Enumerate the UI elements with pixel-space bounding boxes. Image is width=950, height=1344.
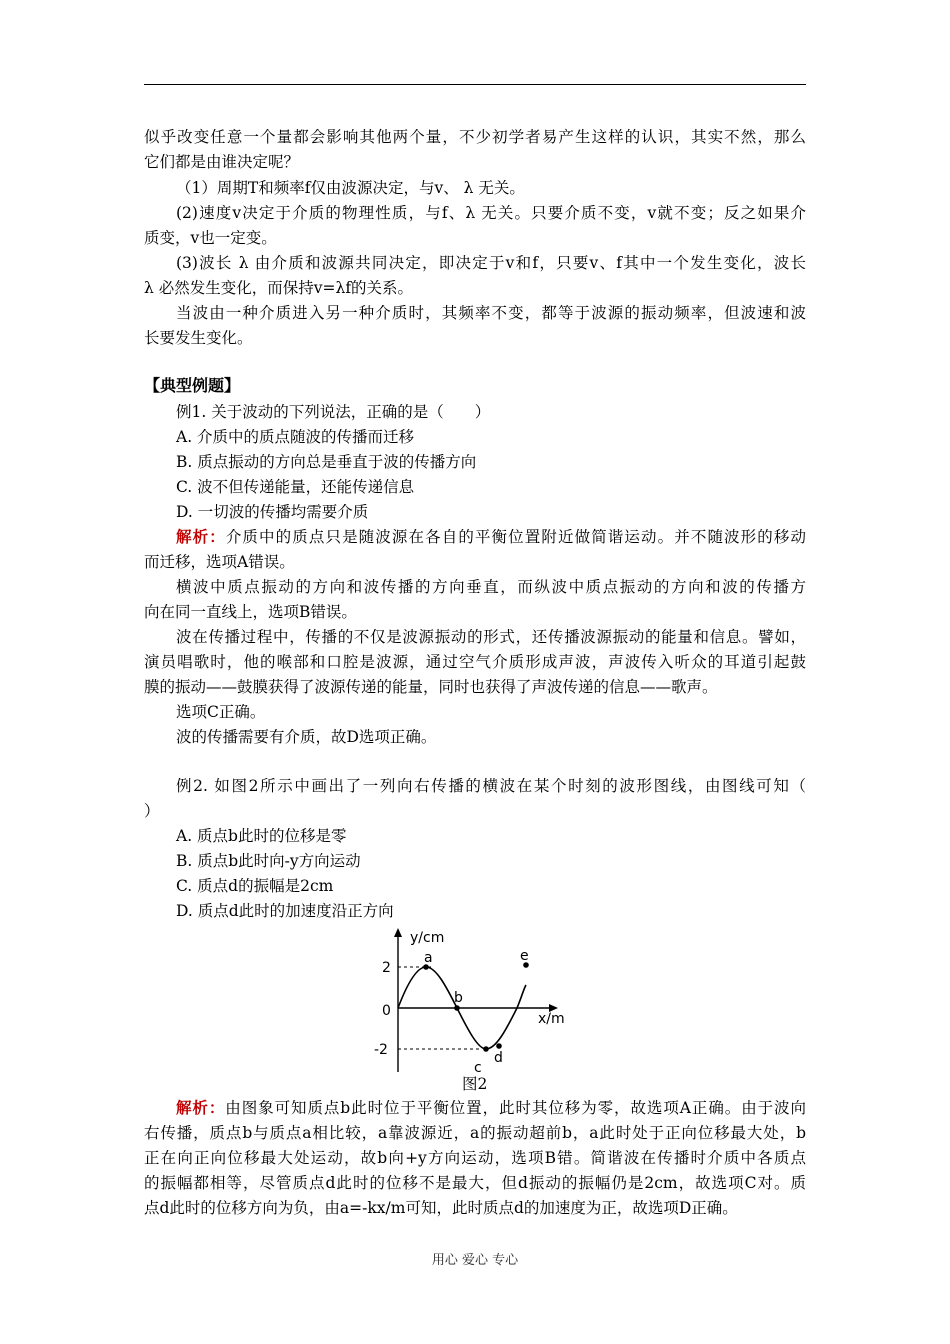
intro-point-2-line-2: 质变，v也一定变。 [144, 229, 277, 247]
example1-analysis3-line-3: 膜的振动——鼓膜获得了波源传递的能量，同时也获得了声波传递的信息——歌声。 [144, 678, 718, 696]
example1-question: 例1. 关于波动的下列说法，正确的是（ ） [176, 403, 491, 421]
point-c-dot [483, 1046, 489, 1052]
example1-analysis-text: 介质中的质点只是随波源在各自的平衡位置附近做简谐运动。并不随波形的移动 [225, 528, 806, 546]
example2-analysis-line-2: 右传播，质点b与质点a相比较，a靠波源近，a的振动超前b，a此时处于正向位移最大处，b [144, 1124, 806, 1142]
tick-pos-label: 2 [382, 960, 391, 976]
example1-analysis3-line-1: 波在传播过程中，传播的不仅是波源振动的形式，还传播波源振动的能量和信息。譬如， [176, 628, 806, 646]
point-d-label: d [494, 1050, 503, 1066]
example2-option-b: B. 质点b此时向-y方向运动 [176, 852, 361, 870]
example1-option-d: D. 一切波的传播均需要介质 [176, 503, 369, 521]
y-axis-arrow [394, 928, 402, 937]
tick-neg-label: -2 [374, 1042, 388, 1058]
wave-figure [362, 924, 576, 1084]
intro-point-4-line-1: 当波由一种介质进入另一种介质时，其频率不变，都等于波源的振动频率，但波速和波 [176, 304, 806, 322]
example2-option-a: A. 质点b此时的位移是零 [176, 827, 347, 845]
point-d-dot [496, 1043, 502, 1049]
point-b-dot [454, 1005, 460, 1011]
y-axis-label: y/cm [410, 930, 445, 946]
point-c-label: c [474, 1060, 482, 1076]
example1-option-b: B. 质点振动的方向总是垂直于波的传播方向 [176, 453, 477, 471]
intro-point-4-line-2: 长要发生变化。 [144, 329, 253, 347]
intro-point-3-line-1: (3)波长 λ 由介质和波源共同决定，即决定于v和f，只要v、f其中一个发生变化，波长 [176, 254, 806, 272]
point-e-label: e [520, 948, 529, 964]
intro-line-1: 似乎改变任意一个量都会影响其他两个量，不少初学者易产生这样的认识，其实不然，那么 [144, 128, 806, 146]
example2-analysis-line-1 [176, 1098, 806, 1118]
analysis-label-2: 解析： [176, 1098, 226, 1117]
section-heading: 【典型例题】 [144, 376, 241, 395]
example2-option-d: D. 质点d此时的加速度沿正方向 [176, 902, 394, 920]
example2-analysis-text: 由图象可知质点b此时位于平衡位置，此时其位移为零，故选项A正确。由于波向 [225, 1099, 806, 1117]
x-axis-label: x/m [538, 1011, 565, 1027]
example1-analysis4: 选项C正确。 [176, 703, 266, 721]
intro-point-2-line-1: (2)速度v决定于介质的物理性质，与f、λ 无关。只要介质不变，v就不变；反之如果介 [176, 204, 806, 222]
example1-option-c: C. 波不但传递能量，还能传递信息 [176, 478, 415, 496]
example2-analysis-line-3: 正在向正向位移最大处运动，故b向+y方向运动，选项B错。简谐波在传播时介质中各质点 [144, 1149, 806, 1167]
example1-analysis3-line-2: 演员唱歌时，他的喉部和口腔是波源，通过空气介质形成声波，声波传入听众的耳道引起鼓 [144, 653, 806, 671]
intro-line-2: 它们都是由谁决定呢？ [144, 153, 300, 171]
origin-label: 0 [382, 1003, 391, 1019]
example1-analysis-line-1 [176, 527, 806, 547]
example2-analysis-line-5: 点d此时的位移方向为负，由a=-kx/m可知，此时质点d的加速度为正，故选项D正确。 [144, 1199, 738, 1217]
example2-question-line-1: 例2. 如图2所示中画出了一列向右传播的横波在某个时刻的波形图线，由图线可知（ [176, 777, 806, 795]
point-a-label: a [424, 950, 433, 966]
point-b-label: b [454, 990, 463, 1006]
example1-analysis-line-2: 而迁移，选项A错误。 [144, 553, 295, 571]
analysis-label: 解析： [176, 527, 226, 546]
intro-point-3-line-2: λ 必然发生变化，而保持v=λf的关系。 [144, 279, 414, 297]
figure-caption: 图2 [462, 1075, 488, 1093]
header-rule [144, 84, 806, 85]
example1-analysis2-line-1: 横波中质点振动的方向和波传播的方向垂直，而纵波中质点振动的方向和波的传播方 [176, 578, 806, 596]
example1-option-a: A. 介质中的质点随波的传播而迁移 [176, 428, 415, 446]
example2-option-c: C. 质点d的振幅是2cm [176, 877, 334, 895]
example1-analysis2-line-2: 向在同一直线上，选项B错误。 [144, 603, 357, 621]
page-footer: 用心 爱心 专心 [431, 1253, 519, 1268]
intro-point-1: （1）周期T和频率f仅由波源决定，与v、 λ 无关。 [176, 179, 525, 197]
example1-analysis5: 波的传播需要有介质，故D选项正确。 [176, 728, 437, 746]
example2-question-line-2: ） [144, 802, 160, 820]
example2-analysis-line-4: 的振幅都相等，尽管质点d此时的位移不是最大，但d振动的振幅仍是2cm，故选项C对。质 [144, 1174, 806, 1192]
